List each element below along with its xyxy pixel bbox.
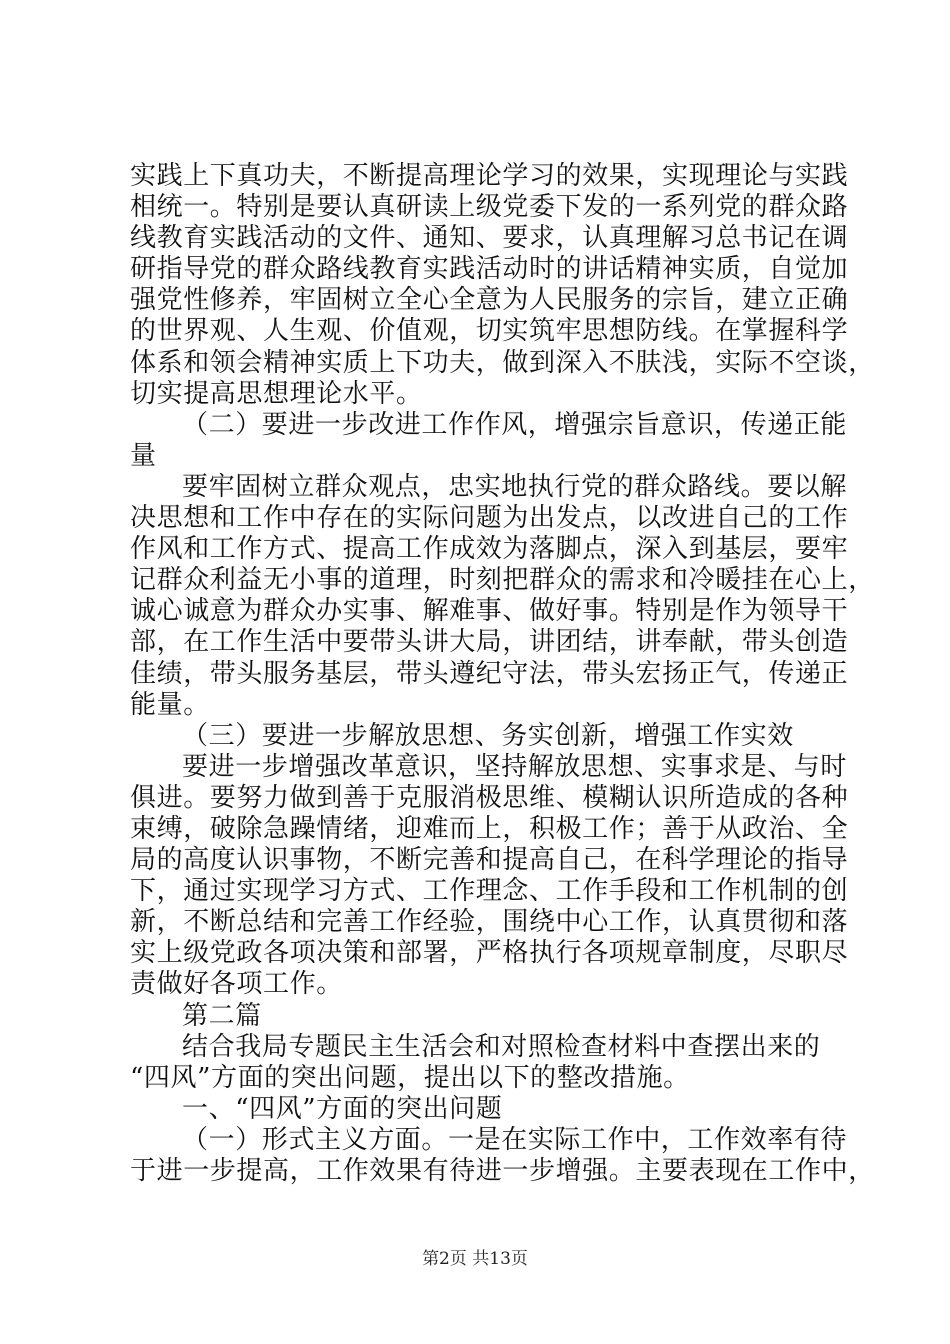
text-line: 新，不断总结和完善工作经验，围绕中心工作，认真贯彻和落 bbox=[130, 907, 849, 938]
text-line: 部，在工作生活中要带头讲大局，讲团结，讲奉献，带头创造 bbox=[130, 627, 849, 658]
text-line: 记群众利益无小事的道理，时刻把群众的需求和冷暖挂在心上， bbox=[130, 565, 875, 596]
text-line: 于进一步提高，工作效果有待进一步增强。主要表现在工作中， bbox=[130, 1156, 875, 1186]
text-line: （一）形式主义方面。一是在实际工作中，工作效率有待 bbox=[182, 1124, 848, 1155]
text-line: 实上级党政各项决策和部署，严格执行各项规章制度，尽职尽 bbox=[130, 938, 849, 969]
text-line: 体系和领会精神实质上下功夫，做到深入不肤浅，实际不空谈， bbox=[130, 347, 875, 378]
text-line: 作风和工作方式、提高工作成效为落脚点，深入到基层，要牢 bbox=[130, 534, 849, 565]
text-line: 佳绩，带头服务基层，带头遵纪守法，带头宏扬正气，传递正 bbox=[130, 658, 849, 689]
text-line: “四风”方面的突出问题，提出以下的整改措施。 bbox=[130, 1062, 690, 1093]
section-heading: （三）要进一步解放思想、务实创新，增强工作实效 bbox=[182, 720, 794, 751]
text-line: 实践上下真功夫，不断提高理论学习的效果，实现理论与实践 bbox=[130, 161, 849, 191]
text-line: 局的高度认识事物，不断完善和提高自己，在科学理论的指导 bbox=[130, 845, 849, 876]
page-footer: 第2页 共13页 bbox=[422, 1249, 528, 1269]
section-heading: 量 bbox=[130, 440, 157, 471]
text-line: 强党性修养，牢固树立全心全意为人民服务的宗旨，建立正确 bbox=[130, 285, 849, 316]
text-line: 要进一步增强改革意识，坚持解放思想、实事求是、与时 bbox=[182, 751, 848, 782]
text-line: 诚心诚意为群众办实事、解难事、做好事。特别是作为领导干 bbox=[130, 596, 849, 627]
text-line: 切实提高思想理论水平。 bbox=[130, 378, 423, 409]
text-line: 要牢固树立群众观点，忠实地执行党的群众路线。要以解 bbox=[182, 471, 848, 502]
section-heading: 一、“四风”方面的突出问题 bbox=[182, 1093, 503, 1124]
text-line: 研指导党的群众路线教育实践活动时的讲话精神实质，自觉加 bbox=[130, 254, 849, 285]
text-line: 相统一。特别是要认真研读上级党委下发的一系列党的群众路 bbox=[130, 192, 849, 223]
text-line: 下，通过实现学习方式、工作理念、工作手段和工作机制的创 bbox=[130, 876, 849, 907]
section-heading: （二）要进一步改进工作作风，增强宗旨意识，传递正能 bbox=[182, 409, 848, 440]
text-line: 束缚，破除急躁情绪，迎难而上，积极工作；善于从政治、全 bbox=[130, 813, 849, 844]
text-line: 俱进。要努力做到善于克服消极思维、模糊认识所造成的各种 bbox=[130, 782, 849, 813]
text-line: 责做好各项工作。 bbox=[130, 969, 343, 1000]
text-line: 能量。 bbox=[130, 689, 210, 720]
text-line: 线教育实践活动的文件、通知、要求，认真理解习总书记在调 bbox=[130, 223, 849, 254]
text-line: 结合我局专题民主生活会和对照检查材料中查摆出来的 bbox=[182, 1031, 821, 1062]
part-heading: 第二篇 bbox=[182, 1000, 262, 1031]
text-line: 决思想和工作中存在的实际问题为出发点，以改进自己的工作 bbox=[130, 503, 849, 534]
text-line: 的世界观、人生观、价值观，切实筑牢思想防线。在掌握科学 bbox=[130, 316, 849, 347]
